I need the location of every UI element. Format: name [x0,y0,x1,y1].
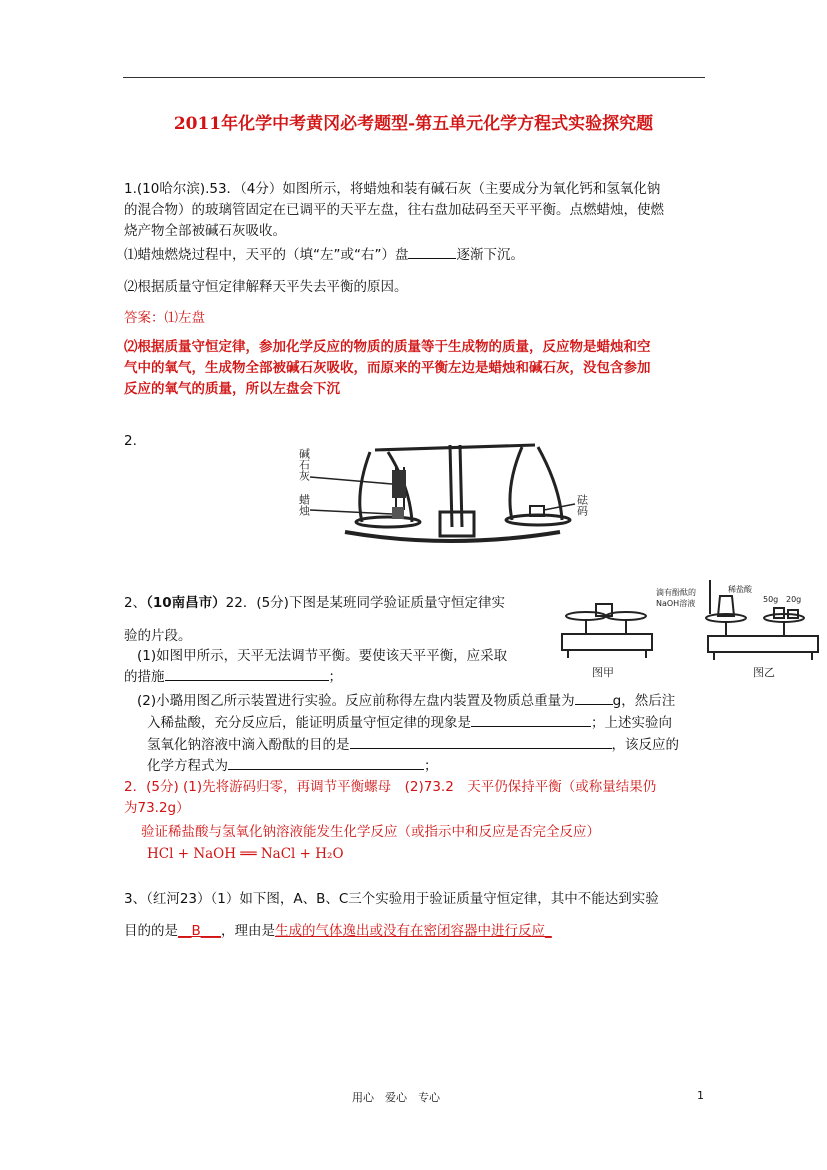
q1-sub1-text: ⑴蜡烛燃烧过程中，天平的（填“左”或“右”）盘 [124,247,409,263]
q3-line-2 [124,920,552,942]
q2b-source: （10南昌市） [146,595,226,611]
q1-answer-2-line-2: 气中的氧气，生成物全部被碱石灰吸收，而原来的平衡左边是蜡烛和碱石灰，没包含参加 [124,360,651,376]
q2b-blank-4[interactable] [350,734,612,749]
q2b-head-text: 22．(5分)下图是某班同学验证质量守恒定律实 [225,595,505,611]
q2b-part2-text-d: ；上述实验向 [591,715,672,731]
q2b-answer-line-1: 2．(5分) (1)先将游码归零，再调节平衡螺母 (2)73.2 天平仍保持平衡（或称量结果仍 [124,779,657,795]
label-hcl: 稀盐酸 [728,585,752,594]
q2b-part2-text-h: ； [424,758,438,774]
q3-line-1: 3、（红河23）（1）如下图，A、B、C三个实验用于验证质量守恒定律，其中不能达到实验 [124,891,659,907]
q2b-answer-line-2: 为73.2g） [124,800,190,816]
q2b-part1-end: ； [328,669,342,685]
q2b-part2-text-b: g，然后注 [612,693,676,709]
balance-jia-yi-figure [548,578,823,682]
q2b-part2-text-a: (2)小璐用图乙所示装置进行实验。反应前称得左盘内装置及物质总重量为 [137,693,575,709]
q1-answer-2-line-1: ⑵根据质量守恒定律，参加化学反应的物质的质量等于生成物的质量，反应物是蜡烛和空 [124,339,651,355]
q2b-num: 2、 [124,595,147,611]
label-fig-jia: 图甲 [592,666,614,679]
q2b-answer-equation: HCl + NaOH ══ NaCl + H₂O [147,846,344,862]
header-rule [123,77,705,78]
q2b-part1-measure: 的措施 [124,669,165,685]
label-50g: 50g [763,595,779,604]
q2b-part2-text-g: 化学方程式为 [147,758,228,774]
q2b-part1: (1)如图甲所示，天平无法调节平衡。要使该天平平衡，应采取 [137,648,508,664]
q1-line-3: 烧产物全部被碱石灰吸收。 [124,223,286,239]
balance-candle-figure [297,432,605,550]
balance-beam [375,445,535,450]
label-candle: 蜡烛 [297,494,311,516]
q2b-blank-3[interactable] [471,712,591,727]
footer-slogan: 用心 爱心 专心 [352,1091,440,1104]
q2b-part2-line-4 [147,755,438,777]
q2b-header [124,592,505,614]
q2b-part2-line-2 [147,712,672,734]
q3-text-a: 目的的是 [124,923,178,939]
page-number: 1 [697,1089,704,1102]
label-weights: 砝码 [575,494,589,516]
q2b-part2-line-3 [147,734,679,756]
q3-reason: 生成的气体逸出或没有在密闭容器中进行反应_ [275,923,552,939]
q2b-blank-1[interactable] [165,666,329,681]
label-soda-lime: 碱石灰 [297,448,311,481]
q2-label: 2. [124,433,137,449]
q1-sub2: ⑵根据质量守恒定律解释天平失去平衡的原因。 [124,279,408,295]
page-title: 2011年化学中考黄冈必考题型-第五单元化学方程式实验探究题 [173,114,654,134]
q2b-part2-text-f: ，该反应的 [611,737,679,753]
q2b-blank-2[interactable] [575,690,613,705]
label-20g: 20g [786,595,802,604]
q2b-blank-5[interactable] [228,755,424,770]
q3-answer-blank: __B___ [178,923,222,939]
q2b-part2-line-1 [137,690,675,712]
label-naoh: NaOH溶液 [656,599,696,608]
q2b-answer-line-3: 验证稀盐酸与氢氧化钠溶液能发生化学反应（或指示中和反应是否完全反应） [141,824,600,840]
q2b-part2-text-c: 入稀盐酸，充分反应后，能证明质量守恒定律的现象是 [147,715,471,731]
q2b-part1-b [124,666,342,688]
q1-blank[interactable] [408,244,456,259]
label-phenolphthalein: 滴有酚酞的 [656,588,696,597]
q1-line-1: 1.(10哈尔滨).53．（4分）如图所示，将蜡烛和装有碱石灰（主要成分为氧化钙和氢氧化钠 [124,181,661,197]
q1-sub1-end: 逐渐下沉。 [456,247,524,263]
q1-answer-1: 答案：⑴左盘 [124,310,205,326]
q1-line-2: 的混合物）的玻璃管固定在已调平的天平左盘，往右盘加砝码至天平平衡。点燃蜡烛，使燃 [124,202,664,218]
q3-text-b: ，理由是 [221,923,276,939]
label-fig-yi: 图乙 [753,666,775,679]
q1-answer-2-line-3: 反应的氧气的质量，所以左盘会下沉 [124,381,340,397]
q2b-part2-text-e: 氢氧化钠溶液中滴入酚酞的目的是 [147,737,350,753]
q2b-line-2: 验的片段。 [124,628,192,644]
q1-sub1 [124,244,524,266]
